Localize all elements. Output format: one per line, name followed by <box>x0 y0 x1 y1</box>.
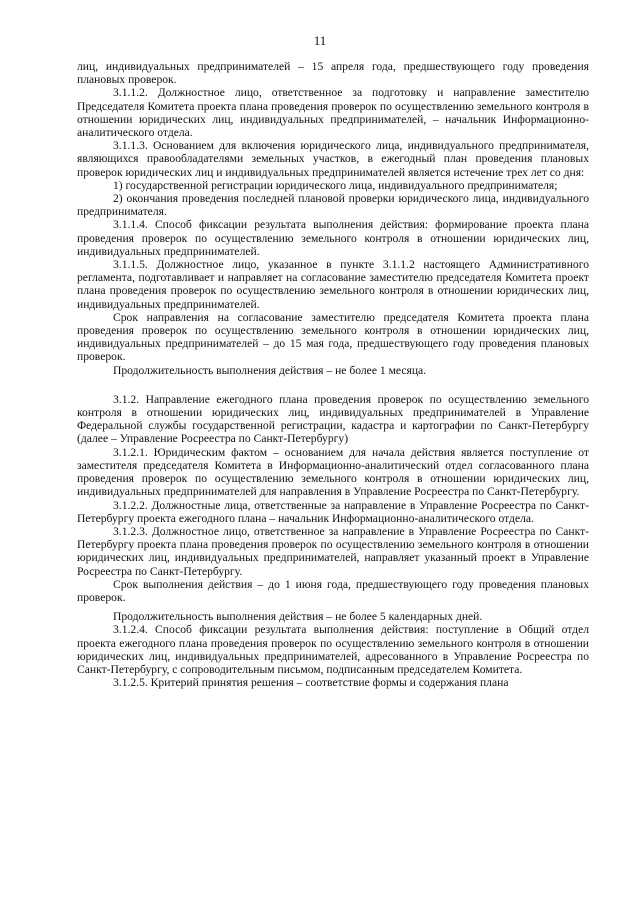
paragraph-3-1-2: 3.1.2. Направление ежегодного плана проведения проверок по осуществлению земельного контроля в отношении юридических лиц, индивидуальных предпринимателей в Управление Федеральной службы государственной регистрации, кадастра и картографии по Санкт-Петербургу (далее – Управление Росреестра по Санкт-Петербургу) <box>77 392 589 446</box>
paragraph-3-1-2-1: 3.1.2.1. Юридическим фактом – основанием для начала действия является поступление от заместителя председателя Комитета в Информационно-аналитический отдел согласованного плана проведения проверок по осуществлению земельного контроля в отношении юридических лиц, индивидуальных предпринимателей для направления в Управление Росреестра по Санкт-Петербургу. <box>77 445 589 499</box>
paragraph-3-1-1-4: 3.1.1.4. Способ фиксации результата выполнения действия: формирование проекта плана проведения проверок по осуществлению земельного контроля в отношении юридических лиц, индивидуальных предпринимателей. <box>77 218 589 258</box>
list-item-2: 2) окончания проведения последней плановой проверки юридического лица, индивидуального предпринимателя. <box>77 192 589 219</box>
paragraph-3-1-1-5: 3.1.1.5. Должностное лицо, указанное в пункте 3.1.1.2 настоящего Административного регламента, подготавливает и направляет на согласование заместителю председателя Комитета проект плана проведения проверок по осуществлению земельного контроля в отношении юридических лиц, индивидуальных предпринимателей. <box>77 258 589 311</box>
paragraph-3-1-2-4: 3.1.2.4. Способ фиксации результата выполнения действия: поступление в Общий отдел проекта ежегодного плана проведения проверок по осуществлению земельного контроля в отношении юридических лиц, индивидуальных предпринимателей, адресованного в Управление Росреестра по Санкт-Петербургу, с сопроводительным письмом, подписанным председателем Комитета. <box>77 623 589 676</box>
paragraph-deadline-june: Срок выполнения действия – до 1 июня года, предшествующего году проведения плановых проверок. <box>77 577 589 604</box>
paragraph-3-1-1-3: 3.1.1.3. Основанием для включения юридического лица, индивидуального предпринимателя, являющихся правообладателями земельных участков, в ежегодный план проведения плановых проверок юридических лиц и индивидуальных предпринимателей является истечение трех лет со дня: <box>77 139 589 179</box>
paragraph-3-1-2-5: 3.1.2.5. Критерий принятия решения – соответствие формы и содержания плана <box>113 676 509 690</box>
page-number: 11 <box>313 33 327 48</box>
paragraph-3-1-2-2: 3.1.2.2. Должностные лица, ответственные за направление в Управление Росреестра по Санкт-Петербургу проекта ежегодного плана – начальник Информационно-аналитического отдела. <box>77 498 589 525</box>
document-body <box>77 60 589 689</box>
paragraph-deadline-may: Срок направления на согласование заместителю председателя Комитета проекта плана проведения проверок по осуществлению земельного контроля в отношении юридических лиц, индивидуальных предпринимателей – до 15 мая года, предшествующего году проведения плановых проверок. <box>77 310 589 364</box>
paragraph-continuation: лиц, индивидуальных предпринимателей – 15 апреля года, предшествующего году проведения плановых проверок. <box>77 60 589 87</box>
paragraph-duration-month: Продолжительность выполнения действия – не более 1 месяца. <box>113 363 427 377</box>
paragraph-3-1-1-2: 3.1.1.2. Должностное лицо, ответственное за подготовку и направление заместителю Председателя Комитета проекта плана проведения проверок по осуществлению земельного контроля в отношении юридических лиц, индивидуальных предпринимателей, – начальник Информационно-аналитического отдела. <box>77 86 589 140</box>
list-item-1: 1) государственной регистрации юридического лица, индивидуального предпринимателя; <box>113 178 558 192</box>
paragraph-3-1-2-3: 3.1.2.3. Должностное лицо, ответственное за направление в Управление Росреестра по Санкт-Петербургу проекта плана проведения проверок по осуществлению земельного контроля в отношении юридических лиц, индивидуальных предпринимателей, направляет указанный проект в Управление Росреестра по Санкт-Петербургу. <box>77 524 589 578</box>
paragraph-duration-days: Продолжительность выполнения действия – не более 5 календарных дней. <box>113 610 483 624</box>
